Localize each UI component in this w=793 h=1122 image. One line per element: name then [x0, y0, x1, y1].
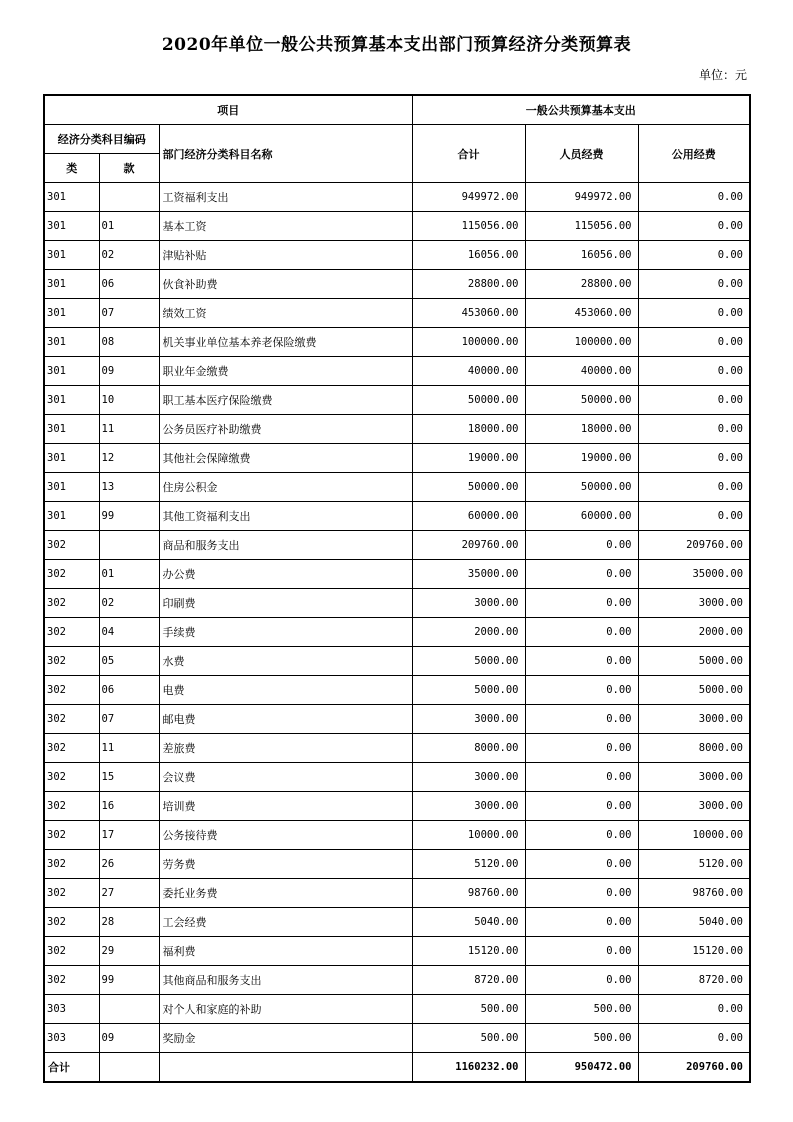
row-total-cell: 500.00 — [412, 995, 525, 1024]
row-total-cell: 35000.00 — [412, 560, 525, 589]
row-lei-cell: 302 — [44, 531, 99, 560]
summary-total: 1160232.00 — [412, 1053, 525, 1083]
row-name-cell: 福利费 — [159, 937, 412, 966]
row-kuan-cell: 17 — [99, 821, 159, 850]
row-name-cell: 公务员医疗补助缴费 — [159, 415, 412, 444]
row-name-cell: 工会经费 — [159, 908, 412, 937]
row-public-cell: 0.00 — [638, 270, 750, 299]
row-name-cell: 职业年金缴费 — [159, 357, 412, 386]
row-name-cell: 工资福利支出 — [159, 183, 412, 212]
row-kuan-cell — [99, 531, 159, 560]
row-total-cell: 500.00 — [412, 1024, 525, 1053]
row-total-cell: 16056.00 — [412, 241, 525, 270]
row-name-cell: 住房公积金 — [159, 473, 412, 502]
row-personnel-cell: 0.00 — [525, 821, 638, 850]
row-public-cell: 2000.00 — [638, 618, 750, 647]
table-row — [44, 792, 750, 821]
row-kuan-cell: 09 — [99, 1024, 159, 1053]
row-public-cell: 0.00 — [638, 415, 750, 444]
summary-personnel: 950472.00 — [525, 1053, 638, 1083]
table-row — [44, 212, 750, 241]
row-name-cell: 其他工资福利支出 — [159, 502, 412, 531]
row-total-cell: 8720.00 — [412, 966, 525, 995]
row-public-cell: 3000.00 — [638, 763, 750, 792]
row-public-cell: 15120.00 — [638, 937, 750, 966]
row-personnel-cell: 0.00 — [525, 647, 638, 676]
row-personnel-cell: 60000.00 — [525, 502, 638, 531]
header-public: 公用经费 — [638, 125, 750, 183]
row-lei-cell: 301 — [44, 357, 99, 386]
row-lei-cell: 302 — [44, 966, 99, 995]
row-total-cell: 50000.00 — [412, 386, 525, 415]
row-kuan-cell: 26 — [99, 850, 159, 879]
row-personnel-cell: 0.00 — [525, 966, 638, 995]
row-kuan-cell: 02 — [99, 241, 159, 270]
header-name: 部门经济分类科目名称 — [159, 125, 412, 183]
row-public-cell: 0.00 — [638, 357, 750, 386]
table-row — [44, 444, 750, 473]
row-lei-cell: 302 — [44, 763, 99, 792]
row-lei-cell: 302 — [44, 908, 99, 937]
row-public-cell: 5040.00 — [638, 908, 750, 937]
row-personnel-cell: 16056.00 — [525, 241, 638, 270]
row-personnel-cell: 949972.00 — [525, 183, 638, 212]
row-name-cell: 公务接待费 — [159, 821, 412, 850]
row-public-cell: 10000.00 — [638, 821, 750, 850]
row-lei-cell: 302 — [44, 705, 99, 734]
table-row — [44, 734, 750, 763]
row-personnel-cell: 0.00 — [525, 879, 638, 908]
header-total: 合计 — [412, 125, 525, 183]
row-public-cell: 5000.00 — [638, 647, 750, 676]
row-lei-cell: 301 — [44, 241, 99, 270]
row-kuan-cell: 01 — [99, 560, 159, 589]
table-row — [44, 705, 750, 734]
table-row — [44, 618, 750, 647]
row-lei-cell: 301 — [44, 299, 99, 328]
table-row — [44, 589, 750, 618]
row-public-cell: 0.00 — [638, 502, 750, 531]
row-personnel-cell: 0.00 — [525, 763, 638, 792]
row-lei-cell: 302 — [44, 676, 99, 705]
row-name-cell: 职工基本医疗保险缴费 — [159, 386, 412, 415]
row-total-cell: 18000.00 — [412, 415, 525, 444]
table-row — [44, 850, 750, 879]
table-row — [44, 328, 750, 357]
row-public-cell: 209760.00 — [638, 531, 750, 560]
row-lei-cell: 302 — [44, 821, 99, 850]
table-row — [44, 821, 750, 850]
row-name-cell: 会议费 — [159, 763, 412, 792]
table-row — [44, 386, 750, 415]
row-kuan-cell: 13 — [99, 473, 159, 502]
header-personnel: 人员经费 — [525, 125, 638, 183]
row-personnel-cell: 50000.00 — [525, 473, 638, 502]
row-name-cell: 手续费 — [159, 618, 412, 647]
row-kuan-cell: 10 — [99, 386, 159, 415]
row-total-cell: 60000.00 — [412, 502, 525, 531]
row-lei-cell: 301 — [44, 386, 99, 415]
row-lei-cell: 301 — [44, 502, 99, 531]
table-row — [44, 1024, 750, 1053]
row-total-cell: 3000.00 — [412, 763, 525, 792]
row-name-cell: 印刷费 — [159, 589, 412, 618]
row-total-cell: 15120.00 — [412, 937, 525, 966]
row-public-cell: 5000.00 — [638, 676, 750, 705]
row-lei-cell: 302 — [44, 850, 99, 879]
table-row — [44, 966, 750, 995]
table-row — [44, 241, 750, 270]
row-kuan-cell — [99, 995, 159, 1024]
table-row — [44, 879, 750, 908]
row-name-cell: 委托业务费 — [159, 879, 412, 908]
row-personnel-cell: 100000.00 — [525, 328, 638, 357]
row-kuan-cell: 28 — [99, 908, 159, 937]
table-row — [44, 647, 750, 676]
summary-label: 合计 — [44, 1053, 99, 1083]
row-personnel-cell: 0.00 — [525, 792, 638, 821]
table-row — [44, 531, 750, 560]
row-name-cell: 邮电费 — [159, 705, 412, 734]
row-lei-cell: 302 — [44, 879, 99, 908]
row-public-cell: 5120.00 — [638, 850, 750, 879]
row-public-cell: 8720.00 — [638, 966, 750, 995]
row-personnel-cell: 115056.00 — [525, 212, 638, 241]
row-kuan-cell: 11 — [99, 415, 159, 444]
row-lei-cell: 301 — [44, 444, 99, 473]
row-personnel-cell: 0.00 — [525, 705, 638, 734]
row-kuan-cell: 27 — [99, 879, 159, 908]
row-total-cell: 40000.00 — [412, 357, 525, 386]
table-body — [44, 183, 750, 1083]
row-kuan-cell: 06 — [99, 270, 159, 299]
row-personnel-cell: 19000.00 — [525, 444, 638, 473]
table-row — [44, 183, 750, 212]
row-total-cell: 5000.00 — [412, 647, 525, 676]
row-public-cell: 0.00 — [638, 995, 750, 1024]
row-public-cell: 0.00 — [638, 241, 750, 270]
table-row — [44, 502, 750, 531]
table-row — [44, 415, 750, 444]
row-lei-cell: 302 — [44, 618, 99, 647]
row-kuan-cell: 99 — [99, 502, 159, 531]
row-total-cell: 100000.00 — [412, 328, 525, 357]
row-public-cell: 3000.00 — [638, 705, 750, 734]
row-lei-cell: 302 — [44, 560, 99, 589]
row-personnel-cell: 453060.00 — [525, 299, 638, 328]
row-kuan-cell: 16 — [99, 792, 159, 821]
row-lei-cell: 302 — [44, 937, 99, 966]
page-title: 2020年单位一般公共预算基本支出部门预算经济分类预算表 — [161, 35, 632, 55]
row-name-cell: 伙食补助费 — [159, 270, 412, 299]
row-personnel-cell: 0.00 — [525, 560, 638, 589]
row-kuan-cell: 08 — [99, 328, 159, 357]
row-total-cell: 3000.00 — [412, 792, 525, 821]
table-row — [44, 676, 750, 705]
row-lei-cell: 301 — [44, 270, 99, 299]
header-kuan: 款 — [99, 154, 159, 183]
row-name-cell: 水费 — [159, 647, 412, 676]
row-kuan-cell: 99 — [99, 966, 159, 995]
row-personnel-cell: 40000.00 — [525, 357, 638, 386]
row-public-cell: 0.00 — [638, 1024, 750, 1053]
row-personnel-cell: 0.00 — [525, 850, 638, 879]
row-lei-cell: 303 — [44, 995, 99, 1024]
row-kuan-cell — [99, 183, 159, 212]
row-total-cell: 10000.00 — [412, 821, 525, 850]
row-total-cell: 8000.00 — [412, 734, 525, 763]
row-personnel-cell: 0.00 — [525, 937, 638, 966]
row-name-cell: 差旅费 — [159, 734, 412, 763]
table-row — [44, 995, 750, 1024]
row-public-cell: 0.00 — [638, 473, 750, 502]
row-personnel-cell: 28800.00 — [525, 270, 638, 299]
row-total-cell: 3000.00 — [412, 589, 525, 618]
row-public-cell: 8000.00 — [638, 734, 750, 763]
row-name-cell: 商品和服务支出 — [159, 531, 412, 560]
row-name-cell: 培训费 — [159, 792, 412, 821]
row-public-cell: 35000.00 — [638, 560, 750, 589]
row-lei-cell: 301 — [44, 473, 99, 502]
row-lei-cell: 301 — [44, 183, 99, 212]
row-lei-cell: 302 — [44, 792, 99, 821]
row-lei-cell: 303 — [44, 1024, 99, 1053]
row-kuan-cell: 12 — [99, 444, 159, 473]
row-total-cell: 453060.00 — [412, 299, 525, 328]
row-name-cell: 对个人和家庭的补助 — [159, 995, 412, 1024]
header-econ-code: 经济分类科目编码 — [44, 125, 159, 154]
row-personnel-cell: 500.00 — [525, 995, 638, 1024]
row-name-cell: 其他商品和服务支出 — [159, 966, 412, 995]
row-name-cell: 津贴补贴 — [159, 241, 412, 270]
row-total-cell: 5120.00 — [412, 850, 525, 879]
summary-public: 209760.00 — [638, 1053, 750, 1083]
row-lei-cell: 301 — [44, 328, 99, 357]
row-total-cell: 115056.00 — [412, 212, 525, 241]
row-name-cell: 电费 — [159, 676, 412, 705]
table-row — [44, 560, 750, 589]
row-personnel-cell: 500.00 — [525, 1024, 638, 1053]
row-total-cell: 5040.00 — [412, 908, 525, 937]
summary-empty-kuan — [99, 1053, 159, 1083]
row-name-cell: 其他社会保障缴费 — [159, 444, 412, 473]
row-kuan-cell: 06 — [99, 676, 159, 705]
row-personnel-cell: 0.00 — [525, 618, 638, 647]
table-row — [44, 357, 750, 386]
table-row — [44, 763, 750, 792]
budget-table — [43, 94, 751, 1083]
row-public-cell: 3000.00 — [638, 792, 750, 821]
row-kuan-cell: 07 — [99, 299, 159, 328]
row-public-cell: 0.00 — [638, 386, 750, 415]
row-public-cell: 98760.00 — [638, 879, 750, 908]
row-kuan-cell: 02 — [99, 589, 159, 618]
row-total-cell: 98760.00 — [412, 879, 525, 908]
row-total-cell: 949972.00 — [412, 183, 525, 212]
row-total-cell: 2000.00 — [412, 618, 525, 647]
row-kuan-cell: 04 — [99, 618, 159, 647]
row-lei-cell: 302 — [44, 734, 99, 763]
row-personnel-cell: 0.00 — [525, 908, 638, 937]
row-public-cell: 0.00 — [638, 328, 750, 357]
unit-label: 单位：元 — [698, 68, 747, 82]
table-row — [44, 299, 750, 328]
row-kuan-cell: 05 — [99, 647, 159, 676]
row-public-cell: 3000.00 — [638, 589, 750, 618]
header-general-budget: 一般公共预算基本支出 — [412, 95, 750, 125]
row-name-cell: 办公费 — [159, 560, 412, 589]
row-public-cell: 0.00 — [638, 299, 750, 328]
summary-empty-name — [159, 1053, 412, 1083]
row-lei-cell: 301 — [44, 212, 99, 241]
row-name-cell: 奖励金 — [159, 1024, 412, 1053]
row-kuan-cell: 09 — [99, 357, 159, 386]
row-total-cell: 5000.00 — [412, 676, 525, 705]
row-public-cell: 0.00 — [638, 212, 750, 241]
header-lei: 类 — [44, 154, 99, 183]
row-kuan-cell: 07 — [99, 705, 159, 734]
row-personnel-cell: 0.00 — [525, 734, 638, 763]
row-total-cell: 19000.00 — [412, 444, 525, 473]
row-kuan-cell: 01 — [99, 212, 159, 241]
row-public-cell: 0.00 — [638, 183, 750, 212]
table-row — [44, 937, 750, 966]
row-name-cell: 机关事业单位基本养老保险缴费 — [159, 328, 412, 357]
row-total-cell: 50000.00 — [412, 473, 525, 502]
row-lei-cell: 302 — [44, 589, 99, 618]
row-personnel-cell: 0.00 — [525, 531, 638, 560]
row-personnel-cell: 50000.00 — [525, 386, 638, 415]
header-project: 项目 — [44, 95, 412, 125]
row-lei-cell: 301 — [44, 415, 99, 444]
row-kuan-cell: 29 — [99, 937, 159, 966]
row-kuan-cell: 11 — [99, 734, 159, 763]
row-public-cell: 0.00 — [638, 444, 750, 473]
table-row — [44, 473, 750, 502]
row-personnel-cell: 18000.00 — [525, 415, 638, 444]
table-row — [44, 908, 750, 937]
row-name-cell: 基本工资 — [159, 212, 412, 241]
row-name-cell: 劳务费 — [159, 850, 412, 879]
row-name-cell: 绩效工资 — [159, 299, 412, 328]
row-kuan-cell: 15 — [99, 763, 159, 792]
row-total-cell: 209760.00 — [412, 531, 525, 560]
row-total-cell: 28800.00 — [412, 270, 525, 299]
row-personnel-cell: 0.00 — [525, 676, 638, 705]
row-total-cell: 3000.00 — [412, 705, 525, 734]
summary-row — [44, 1053, 750, 1083]
row-lei-cell: 302 — [44, 647, 99, 676]
table-row — [44, 270, 750, 299]
row-personnel-cell: 0.00 — [525, 589, 638, 618]
